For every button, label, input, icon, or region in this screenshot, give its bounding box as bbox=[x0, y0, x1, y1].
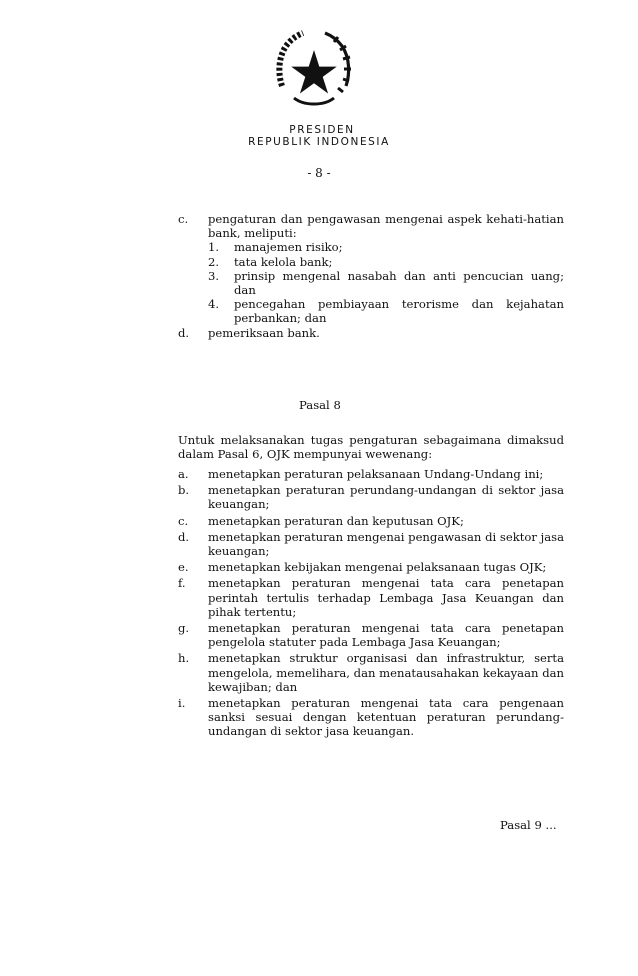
list-label: e. bbox=[178, 560, 189, 575]
sub-item bbox=[208, 269, 564, 297]
list-label: i. bbox=[178, 696, 186, 711]
header-line-2: REPUBLIK INDONESIA bbox=[248, 136, 390, 148]
list-item bbox=[178, 483, 564, 511]
list-item-c bbox=[178, 212, 564, 240]
list-label: c. bbox=[178, 513, 189, 528]
list-label: f. bbox=[178, 576, 186, 591]
list-item bbox=[178, 530, 564, 558]
sub-item-text: manajemen risiko; bbox=[234, 240, 343, 255]
sub-list bbox=[178, 240, 564, 325]
header-line-1: PRESIDEN bbox=[289, 124, 355, 136]
list-label: d. bbox=[178, 325, 190, 340]
sub-item-number: 1. bbox=[208, 240, 220, 255]
sub-item bbox=[208, 240, 564, 254]
list-item-d bbox=[178, 326, 564, 340]
list-item bbox=[178, 696, 564, 739]
list-label: d. bbox=[178, 529, 190, 544]
list-text: menetapkan kebijakan mengenai pelaksanaan tugas OJK; bbox=[208, 560, 547, 575]
sub-item-number: 3. bbox=[208, 268, 220, 283]
sub-item-text: pencegahan pembiayaan terorisme dan kejahatan perbankan; dan bbox=[234, 297, 564, 326]
sub-item-text: prinsip mengenal nasabah dan anti pencucian uang; dan bbox=[234, 268, 564, 298]
presidential-emblem-icon bbox=[272, 28, 356, 112]
sub-item bbox=[208, 297, 564, 325]
previous-article-continuation bbox=[178, 212, 564, 340]
list-text: menetapkan peraturan pelaksanaan Undang-Undang ini; bbox=[208, 467, 544, 481]
list-label: a. bbox=[178, 467, 189, 481]
section-intro: Untuk melaksanakan tugas pengaturan sebagaimana dimaksud dalam Pasal 6, OJK mempunyai wewenang: bbox=[178, 433, 564, 462]
list-label: b. bbox=[178, 483, 190, 498]
list-label: h. bbox=[178, 651, 190, 666]
sub-item-number: 2. bbox=[208, 254, 220, 269]
sub-item bbox=[208, 255, 564, 269]
list-text: menetapkan struktur organisasi dan infrastruktur, serta mengelola, memelihara, dan menatausahakan kekayaan dan kewajiban; dan bbox=[208, 651, 564, 694]
authority-list bbox=[178, 467, 564, 741]
list-item bbox=[178, 467, 564, 481]
list-item bbox=[178, 651, 564, 694]
list-text: menetapkan peraturan mengenai pengawasan di sektor jasa keuangan; bbox=[208, 529, 564, 559]
list-item bbox=[178, 576, 564, 619]
list-text: pemeriksaan bank. bbox=[208, 325, 320, 340]
list-text: menetapkan peraturan dan keputusan OJK; bbox=[208, 513, 464, 528]
list-item bbox=[178, 560, 564, 574]
list-label: g. bbox=[178, 621, 190, 636]
list-text: menetapkan peraturan mengenai tata cara pengenaan sanksi sesuai dengan ketentuan peraturan perundang-undangan di sektor jasa keuangan. bbox=[208, 696, 564, 739]
list-text: menetapkan peraturan mengenai tata cara penetapan pengelola statuter pada Lembaga Jasa Keuangan; bbox=[208, 621, 564, 650]
section-title: Pasal 8 bbox=[299, 398, 341, 412]
list-text: menetapkan peraturan perundang-undangan di sektor jasa keuangan; bbox=[208, 483, 564, 512]
list-text: pengaturan dan pengawasan mengenai aspek kehati-hatian bank, meliputi: bbox=[208, 212, 564, 241]
sub-item-text: tata kelola bank; bbox=[234, 254, 333, 269]
list-text: menetapkan peraturan mengenai tata cara penetapan perintah tertulis terhadap Lembaga Jasa Keuangan dan pihak tertentu; bbox=[208, 576, 564, 619]
sub-item-number: 4. bbox=[208, 297, 220, 312]
list-label: c. bbox=[178, 212, 189, 226]
next-page-reference: Pasal 9 ... bbox=[500, 818, 557, 832]
page-number: - 8 - bbox=[307, 166, 331, 180]
list-item bbox=[178, 621, 564, 649]
list-item bbox=[178, 514, 564, 528]
